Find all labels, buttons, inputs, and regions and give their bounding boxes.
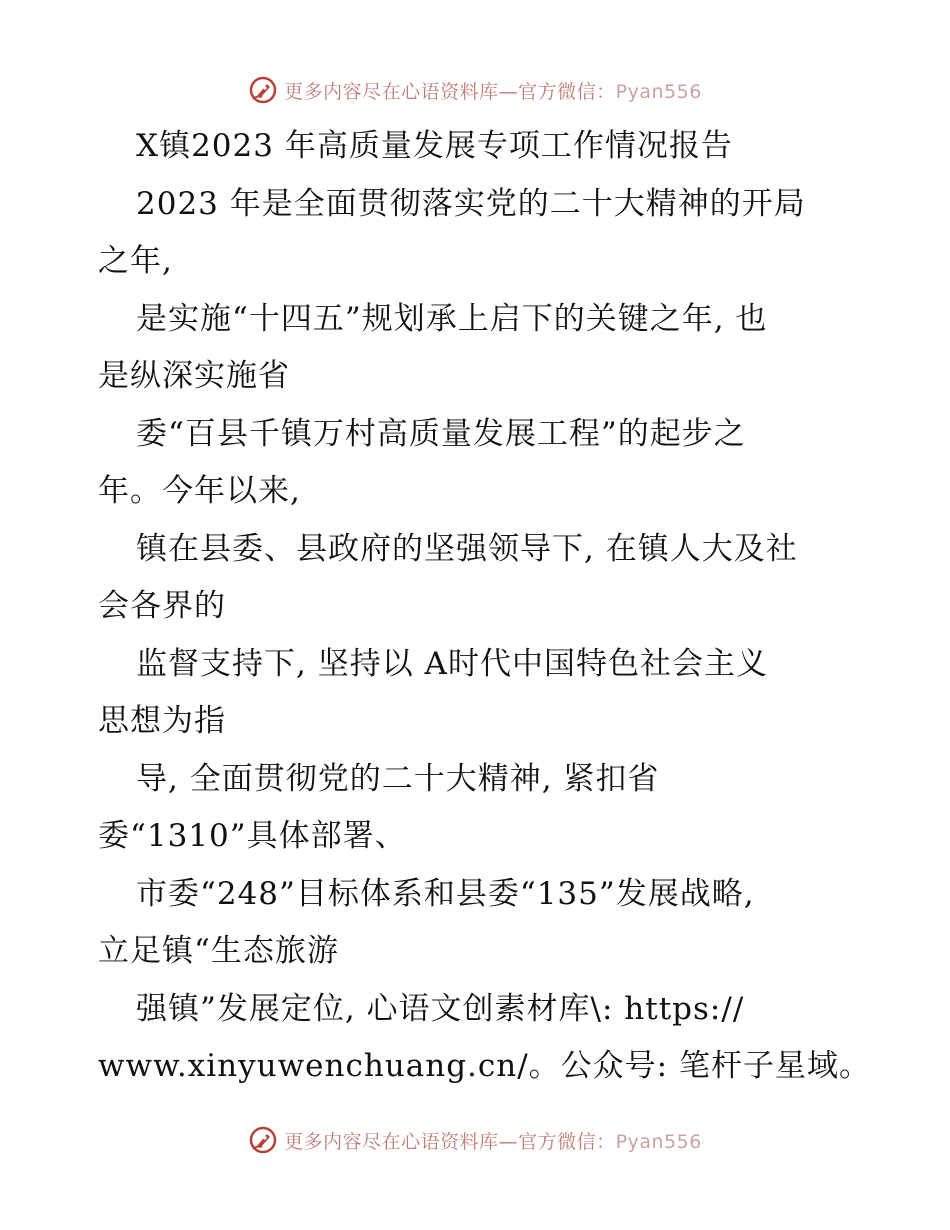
banner-text: 更多内容尽在心语资料库—官方微信：Pyan556 [284, 80, 702, 103]
paragraph-line: 强镇”发展定位, 心语文创素材库\: https:// [136, 990, 745, 1027]
paragraph-line: 思想为指 [98, 703, 226, 739]
pen-nib-logo-icon [248, 1125, 278, 1155]
paragraph-line: 是实施“十四五”规划承上启下的关键之年, 也 [136, 300, 768, 337]
paragraph-line: 会各界的 [98, 588, 226, 624]
paragraph-line: 委“1310”具体部署、 [98, 818, 407, 854]
pen-nib-logo-icon [248, 75, 278, 105]
paragraph-line: 监督支持下, 坚持以 A时代中国特色社会主义 [136, 645, 768, 682]
paragraph-line: 委“百县千镇万村高质量发展工程”的起步之 [136, 415, 746, 452]
header-watermark-banner [0, 72, 950, 108]
paragraph-line: 镇在县委、县政府的坚强领导下, 在镇人大及社 [136, 530, 798, 567]
paragraph-line: 导, 全面贯彻党的二十大精神, 紧扣省 [136, 760, 660, 797]
document-body [98, 118, 871, 1096]
footer-watermark-banner [0, 1122, 950, 1158]
paragraph-line: 市委“248”目标体系和县委“135”发展战略, [136, 875, 755, 912]
paragraph-line: 之年, [98, 243, 173, 279]
wechat-id: Pyan556 [615, 1130, 702, 1153]
paragraph-line: 年。今年以来, [98, 473, 301, 509]
wechat-id: Pyan556 [615, 80, 702, 103]
paragraph-line: 立足镇“生态旅游 [98, 933, 339, 969]
document-title: X镇2023 年高质量发展专项工作情况报告 [136, 128, 733, 164]
banner-text: 更多内容尽在心语资料库—官方微信：Pyan556 [284, 1130, 702, 1153]
paragraph-line: 是纵深实施省 [98, 358, 290, 394]
paragraph-line: www.xinyuwenchuang.cn/。公众号: 笔杆子星域。 [98, 1048, 871, 1084]
paragraph-line: 2023 年是全面贯彻落实党的二十大精神的开局 [136, 185, 806, 222]
